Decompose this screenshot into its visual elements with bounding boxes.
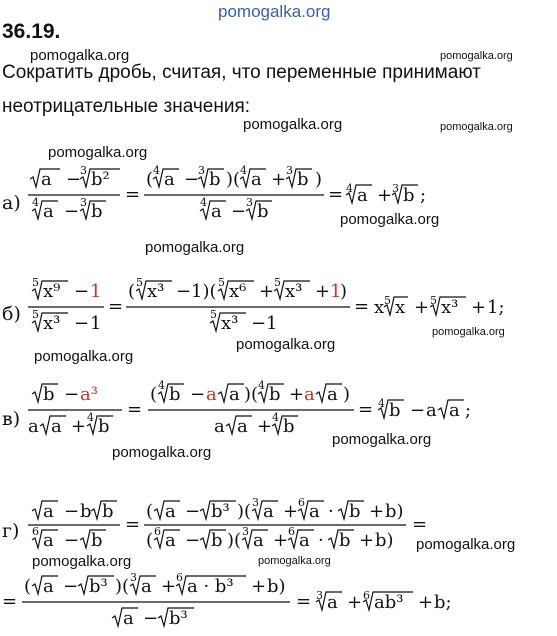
svg-text:a: a xyxy=(449,400,460,421)
svg-text:b: b xyxy=(102,501,114,522)
watermark: pomogalka.org xyxy=(34,348,134,365)
svg-text:4: 4 xyxy=(346,182,353,195)
svg-text:1: 1 xyxy=(330,281,342,302)
svg-text:x³: x³ xyxy=(221,313,239,334)
svg-text:b: b xyxy=(283,416,295,437)
svg-text:b: b xyxy=(297,169,309,190)
svg-text:4: 4 xyxy=(200,196,207,209)
svg-text:5: 5 xyxy=(384,294,391,307)
svg-text:a: a xyxy=(51,416,62,437)
svg-text:+: + xyxy=(257,416,273,437)
svg-text:a: a xyxy=(43,530,54,551)
svg-text:+: + xyxy=(414,297,430,318)
svg-text:x: x xyxy=(395,297,406,318)
svg-text:b³: b³ xyxy=(169,608,188,629)
problem-number: 36.19. xyxy=(2,20,61,43)
svg-text:4: 4 xyxy=(258,379,265,392)
svg-text:b²: b² xyxy=(91,169,110,190)
svg-text:=: = xyxy=(108,296,124,317)
watermark: pomogalka.org xyxy=(258,555,331,567)
svg-text:−: − xyxy=(74,281,90,302)
svg-text:a: a xyxy=(426,400,437,421)
svg-text:b: b xyxy=(43,384,55,405)
svg-text:+: + xyxy=(71,416,87,437)
svg-text:3: 3 xyxy=(80,164,87,177)
svg-text:1: 1 xyxy=(90,313,102,334)
svg-text:−: − xyxy=(190,384,206,405)
svg-text:6: 6 xyxy=(154,525,161,538)
svg-text:a: a xyxy=(41,169,52,190)
svg-text:b): b) xyxy=(385,501,404,522)
svg-text:3: 3 xyxy=(198,164,205,177)
svg-text:=: = xyxy=(328,184,344,205)
svg-text:(: ( xyxy=(150,384,158,405)
svg-text:b): b) xyxy=(267,576,286,597)
svg-text:5: 5 xyxy=(32,308,39,321)
problem-statement: Сократить дробь, считая, что переменные принимают xyxy=(2,62,481,83)
svg-text:a: a xyxy=(211,201,222,222)
svg-text:b: b xyxy=(211,530,223,551)
svg-text:(: ( xyxy=(146,169,154,190)
svg-text:1: 1 xyxy=(266,313,278,334)
svg-text:x³: x³ xyxy=(285,281,303,302)
part-label: в) xyxy=(2,408,21,430)
svg-text:b: b xyxy=(257,201,269,222)
svg-text:+: + xyxy=(273,530,289,551)
part-label: г) xyxy=(2,520,20,542)
svg-text:(: ( xyxy=(146,501,154,522)
svg-text:4: 4 xyxy=(153,164,160,177)
watermark: pomogalka.org xyxy=(432,326,505,338)
watermark: pomogalka.org xyxy=(48,144,148,161)
svg-text:1;: 1; xyxy=(487,297,505,318)
svg-text:3: 3 xyxy=(130,571,137,584)
svg-text:=: = xyxy=(125,514,141,535)
svg-text:)(: )( xyxy=(115,576,130,597)
svg-text:): ) xyxy=(340,281,348,302)
svg-text:b: b xyxy=(403,185,415,206)
svg-text:b: b xyxy=(349,501,361,522)
svg-text:a: a xyxy=(43,501,54,522)
svg-text:·: · xyxy=(328,501,334,522)
svg-text:−: − xyxy=(64,501,80,522)
svg-text:6: 6 xyxy=(288,525,295,538)
watermark: pomogalka.org xyxy=(440,121,513,133)
svg-text:a: a xyxy=(327,592,338,613)
svg-text:)(: )( xyxy=(226,169,241,190)
formula-v xyxy=(28,380,508,450)
watermark: pomogalka.org xyxy=(112,444,212,461)
svg-text:6: 6 xyxy=(176,571,183,584)
svg-text:b: b xyxy=(98,416,110,437)
svg-text:+: + xyxy=(289,384,305,405)
svg-text:−: − xyxy=(176,281,192,302)
svg-text:3: 3 xyxy=(80,196,87,209)
svg-text:b: b xyxy=(91,530,103,551)
svg-text:x: x xyxy=(374,297,385,318)
svg-text:;: ; xyxy=(420,185,427,206)
svg-text:4: 4 xyxy=(240,164,247,177)
svg-text:5: 5 xyxy=(32,276,39,289)
svg-text:a³: a³ xyxy=(80,384,98,405)
svg-text:b: b xyxy=(339,530,351,551)
svg-text:a: a xyxy=(43,201,54,222)
svg-text:=: = xyxy=(412,514,428,535)
svg-text:−: − xyxy=(64,384,80,405)
svg-text:a: a xyxy=(237,416,248,437)
svg-text:b: b xyxy=(389,400,401,421)
svg-text:−: − xyxy=(64,530,80,551)
svg-text:(: ( xyxy=(24,576,32,597)
svg-text:a: a xyxy=(206,384,217,405)
svg-text:b: b xyxy=(169,384,181,405)
svg-text:+: + xyxy=(283,501,299,522)
svg-text:(: ( xyxy=(128,281,136,302)
svg-text:x³: x³ xyxy=(441,297,459,318)
svg-text:;: ; xyxy=(465,400,472,421)
svg-text:−: − xyxy=(231,201,247,222)
svg-text:a: a xyxy=(214,416,225,437)
svg-text:1: 1 xyxy=(90,281,102,302)
watermark: pomogalka.org xyxy=(440,50,513,62)
watermark: pomogalka.org xyxy=(32,553,132,570)
svg-text:4: 4 xyxy=(158,379,165,392)
svg-text:4: 4 xyxy=(378,397,385,410)
problem-statement: неотрицательные значения: xyxy=(2,96,251,117)
svg-text:=: = xyxy=(127,399,143,420)
svg-text:6: 6 xyxy=(32,525,39,538)
svg-text:a: a xyxy=(229,384,240,405)
svg-text:b³: b³ xyxy=(89,576,108,597)
svg-text:·: · xyxy=(318,530,324,551)
watermark: pomogalka.org xyxy=(30,47,130,64)
watermark: pomogalka.org xyxy=(243,116,343,133)
svg-text:b): b) xyxy=(375,530,394,551)
svg-text:=: = xyxy=(2,591,18,612)
svg-text:4: 4 xyxy=(272,411,279,424)
watermark: pomogalka.org xyxy=(145,239,245,256)
svg-text:+: + xyxy=(471,297,487,318)
svg-text:): ) xyxy=(343,384,351,405)
svg-text:+: + xyxy=(418,592,434,613)
svg-text:3: 3 xyxy=(246,196,253,209)
svg-text:4: 4 xyxy=(87,411,94,424)
svg-text:a: a xyxy=(357,185,368,206)
svg-text:x⁹: x⁹ xyxy=(43,281,61,302)
svg-text:a: a xyxy=(263,501,274,522)
svg-text:+: + xyxy=(377,185,393,206)
svg-text:x⁶: x⁶ xyxy=(229,281,247,302)
part-label: б) xyxy=(2,303,21,325)
svg-text:)(: )( xyxy=(227,530,242,551)
svg-text:+: + xyxy=(369,501,385,522)
svg-text:−: − xyxy=(64,201,80,222)
svg-text:a: a xyxy=(251,169,262,190)
svg-text:=: = xyxy=(354,296,370,317)
svg-text:x³: x³ xyxy=(147,281,165,302)
svg-text:a: a xyxy=(165,501,176,522)
svg-text:3: 3 xyxy=(316,589,323,602)
svg-text:−: − xyxy=(185,501,201,522)
svg-text:−: − xyxy=(184,169,200,190)
svg-text:a: a xyxy=(327,384,338,405)
svg-text:−: − xyxy=(66,169,82,190)
svg-text:a: a xyxy=(141,576,152,597)
svg-text:)(: )( xyxy=(244,384,259,405)
svg-text:5: 5 xyxy=(210,308,217,321)
svg-text:−: − xyxy=(251,313,267,334)
svg-text:3: 3 xyxy=(286,164,293,177)
svg-text:a: a xyxy=(165,530,176,551)
svg-text:4: 4 xyxy=(32,196,39,209)
svg-text:a: a xyxy=(164,169,175,190)
svg-text:+: + xyxy=(315,281,331,302)
svg-text:5: 5 xyxy=(218,276,225,289)
svg-text:a · b³: a · b³ xyxy=(187,576,234,597)
svg-text:a: a xyxy=(43,576,54,597)
svg-text:3: 3 xyxy=(242,525,249,538)
svg-text:a: a xyxy=(28,416,39,437)
svg-text:+: + xyxy=(251,576,267,597)
svg-text:5: 5 xyxy=(274,276,281,289)
svg-text:+: + xyxy=(259,281,275,302)
svg-text:a: a xyxy=(123,608,134,629)
svg-text:−: − xyxy=(143,608,159,629)
svg-text:3: 3 xyxy=(392,182,399,195)
svg-text:=: = xyxy=(296,591,312,612)
svg-text:−: − xyxy=(410,400,426,421)
svg-text:−: − xyxy=(63,576,79,597)
formula-g-result xyxy=(2,572,542,634)
svg-text:=: = xyxy=(125,184,141,205)
watermark: pomogalka.org xyxy=(236,336,336,353)
svg-text:a: a xyxy=(309,501,320,522)
svg-text:+: + xyxy=(161,576,177,597)
svg-text:a: a xyxy=(253,530,264,551)
watermark-top: pomogalka.org xyxy=(218,2,331,21)
watermark: pomogalka.org xyxy=(332,431,432,448)
watermark: pomogalka.org xyxy=(340,211,440,228)
svg-text:6: 6 xyxy=(298,496,305,509)
svg-text:−: − xyxy=(74,313,90,334)
svg-text:5: 5 xyxy=(136,276,143,289)
svg-text:5: 5 xyxy=(430,294,437,307)
svg-text:+: + xyxy=(359,530,375,551)
svg-text:a: a xyxy=(299,530,310,551)
svg-text:+: + xyxy=(271,169,287,190)
svg-text:b: b xyxy=(209,169,221,190)
svg-text:6: 6 xyxy=(363,589,370,602)
svg-text:=: = xyxy=(358,399,374,420)
svg-text:b³: b³ xyxy=(211,501,230,522)
svg-text:)(: )( xyxy=(237,501,252,522)
svg-text:b: b xyxy=(80,501,92,522)
svg-text:3: 3 xyxy=(252,496,259,509)
svg-text:x³: x³ xyxy=(43,313,61,334)
svg-text:1)(: 1)( xyxy=(191,281,217,302)
svg-text:b: b xyxy=(269,384,281,405)
watermark: pomogalka.org xyxy=(416,536,516,553)
svg-text:b;: b; xyxy=(434,592,452,613)
svg-text:ab³: ab³ xyxy=(374,592,404,613)
svg-text:(: ( xyxy=(146,530,154,551)
svg-text:a: a xyxy=(304,384,315,405)
svg-text:): ) xyxy=(315,169,323,190)
part-label: а) xyxy=(2,192,21,214)
svg-text:b: b xyxy=(91,201,103,222)
svg-text:+: + xyxy=(347,592,363,613)
svg-text:−: − xyxy=(185,530,201,551)
